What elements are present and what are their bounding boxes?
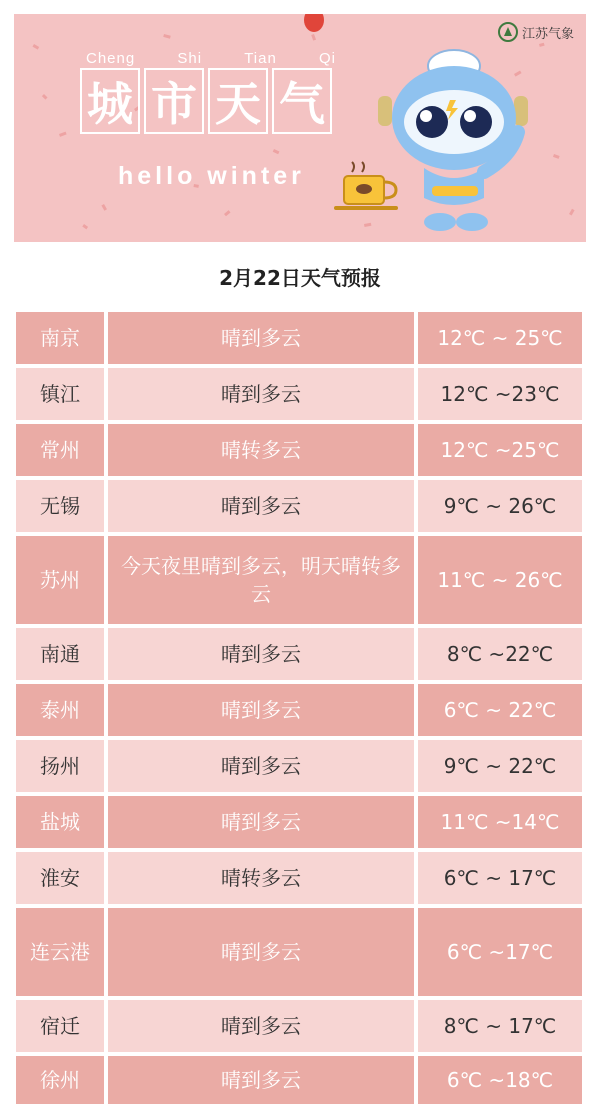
pinyin-2: Shi	[177, 50, 203, 67]
weather-cell: 晴到多云	[108, 480, 414, 532]
temperature-cell: 12℃ ~ 25℃	[418, 312, 582, 364]
city-cell: 连云港	[16, 908, 104, 996]
pinyin-4: Qi	[318, 50, 336, 67]
temperature-cell: 6℃ ~ 17℃	[418, 852, 582, 904]
title-pinyin	[86, 50, 336, 67]
weather-cell: 晴到多云	[108, 312, 414, 364]
weather-cell: 晴到多云	[108, 1000, 414, 1052]
title-char-3: 天	[208, 68, 268, 134]
temperature-cell: 12℃ ~25℃	[418, 424, 582, 476]
temperature-cell: 6℃ ~ 22℃	[418, 684, 582, 736]
banner-subtitle: hello winter	[118, 162, 305, 190]
weather-cell: 晴到多云	[108, 796, 414, 848]
weather-cell: 晴到多云	[108, 628, 414, 680]
banner-title	[80, 68, 332, 134]
forecast-table	[16, 312, 582, 1108]
temperature-cell: 8℃ ~ 17℃	[418, 1000, 582, 1052]
title-char-4: 气	[272, 68, 332, 134]
weather-cell: 晴到多云	[108, 1056, 414, 1104]
weather-cell: 晴到多云	[108, 368, 414, 420]
city-cell: 宿迁	[16, 1000, 104, 1052]
weather-cell: 晴到多云	[108, 740, 414, 792]
table-row	[16, 480, 582, 532]
pinyin-3: Tian	[244, 50, 277, 67]
weather-cell: 晴到多云	[108, 908, 414, 996]
forecast-heading: 2月22日天气预报	[219, 266, 381, 290]
temperature-cell: 11℃ ~ 26℃	[418, 536, 582, 624]
table-row	[16, 1056, 582, 1104]
temperature-cell: 11℃ ~14℃	[418, 796, 582, 848]
pinyin-1: Cheng	[86, 50, 136, 67]
city-cell: 南通	[16, 628, 104, 680]
weather-cell: 今天夜里晴到多云，明天晴转多云	[108, 536, 414, 624]
logo-text: 江苏气象	[521, 26, 574, 42]
table-row	[16, 796, 582, 848]
table-row	[16, 536, 582, 624]
city-cell: 无锡	[16, 480, 104, 532]
temperature-cell: 6℃ ~17℃	[418, 908, 582, 996]
table-row	[16, 312, 582, 364]
table-row	[16, 852, 582, 904]
weather-cell: 晴到多云	[108, 684, 414, 736]
table-row	[16, 1000, 582, 1052]
title-char-1: 城	[80, 68, 140, 134]
banner	[14, 14, 586, 242]
city-cell: 镇江	[16, 368, 104, 420]
temperature-cell: 9℃ ~ 22℃	[418, 740, 582, 792]
city-cell: 淮安	[16, 852, 104, 904]
table-row	[16, 908, 582, 996]
city-cell: 扬州	[16, 740, 104, 792]
weather-cell: 晴转多云	[108, 852, 414, 904]
table-row	[16, 628, 582, 680]
weather-cell: 晴转多云	[108, 424, 414, 476]
city-cell: 徐州	[16, 1056, 104, 1104]
table-row	[16, 424, 582, 476]
temperature-cell: 9℃ ~ 26℃	[418, 480, 582, 532]
temperature-cell: 6℃ ~18℃	[418, 1056, 582, 1104]
title-char-2: 市	[144, 68, 204, 134]
temperature-cell: 12℃ ~23℃	[418, 368, 582, 420]
city-cell: 苏州	[16, 536, 104, 624]
city-cell: 常州	[16, 424, 104, 476]
temperature-cell: 8℃ ~22℃	[418, 628, 582, 680]
table-row	[16, 740, 582, 792]
city-cell: 盐城	[16, 796, 104, 848]
city-cell: 泰州	[16, 684, 104, 736]
table-row	[16, 368, 582, 420]
mascot-illustration	[376, 36, 536, 236]
table-row	[16, 684, 582, 736]
city-cell: 南京	[16, 312, 104, 364]
